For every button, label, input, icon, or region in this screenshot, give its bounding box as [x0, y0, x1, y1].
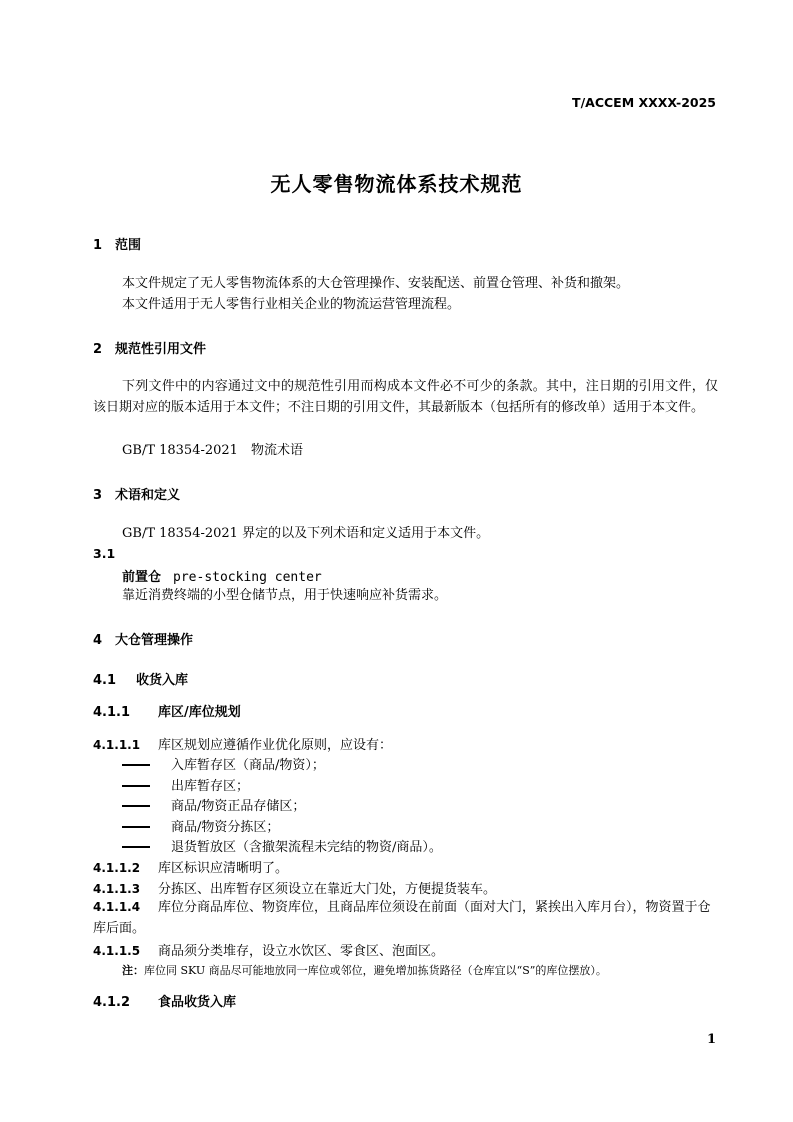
section-1-paragraph-2: 本文件适用于无人零售行业相关企业的物流运营管理流程。	[122, 297, 461, 312]
subsection-title: 库区/库位规划	[158, 705, 241, 720]
subsection-title: 收货入库	[136, 673, 189, 688]
section-3-heading	[93, 484, 180, 503]
section-1-paragraph-1: 本文件规定了无人零售物流体系的大仓管理操作、安装配送、前置仓管理、补货和撤架。	[122, 276, 630, 291]
note-text: 库位同 SKU 商品尽可能地放同一库位或邻位，避免增加拣货路径（仓库宜以“S”的库位摆放）。	[144, 964, 607, 977]
subsection-4-1-1-heading	[93, 701, 241, 720]
document-title: 无人零售物流体系技术规范	[270, 172, 523, 196]
term-number: 3.1	[93, 546, 116, 561]
normative-reference: GB/T 18354-2021 物流术语	[122, 443, 303, 458]
dash-marker	[122, 785, 150, 787]
subsection-number: 4.1	[93, 673, 117, 688]
clause-number: 4.1.1.3	[93, 882, 141, 896]
dash-marker	[122, 805, 150, 807]
section-title: 术语和定义	[115, 488, 181, 503]
term-definition: 靠近消费终端的小型仓储节点，用于快速响应补货需求。	[122, 588, 448, 603]
section-4-heading	[93, 629, 193, 648]
subsection-4-1-heading	[93, 669, 188, 688]
page-number: 1	[706, 1032, 716, 1047]
section-1-heading	[93, 234, 141, 253]
clause-number: 4.1.1.5	[93, 944, 141, 958]
section-title: 范围	[115, 238, 142, 253]
section-2-heading	[93, 338, 206, 357]
clause-4-1-1-4	[93, 897, 718, 939]
list-item: 出库暂存区；	[122, 775, 249, 794]
subsection-number: 4.1.1	[93, 705, 131, 720]
clause-text: 库区标识应清晰明了。	[158, 861, 289, 876]
list-item: 入库暂存区（商品/物资）；	[122, 754, 325, 773]
term-entry	[122, 566, 322, 585]
clause-text: 库位分商品库位、物资库位，且商品库位须设在前面（面对大门，紧挨出入库月台），物资置于仓库后面。	[93, 900, 711, 936]
clause-number: 4.1.1.1	[93, 738, 141, 752]
clause-4-1-1-3	[93, 878, 496, 897]
section-title: 规范性引用文件	[115, 342, 207, 357]
clause-text: 分拣区、出库暂存区须设立在靠近大门处，方便提货装车。	[158, 882, 497, 897]
section-number: 3	[93, 488, 103, 503]
list-item: 商品/物资分拣区；	[122, 816, 279, 835]
list-item: 商品/物资正品存储区；	[122, 795, 305, 814]
clause-4-1-1-2	[93, 857, 288, 876]
subsection-title: 食品收货入库	[158, 995, 237, 1010]
clause-number: 4.1.1.4	[93, 900, 141, 914]
section-number: 4	[93, 633, 103, 648]
section-title: 大仓管理操作	[115, 633, 194, 648]
clause-number: 4.1.1.2	[93, 861, 141, 875]
clause-4-1-1-5	[93, 940, 444, 959]
term-chinese: 前置仓	[122, 570, 162, 585]
dash-marker	[122, 764, 150, 766]
note-label: 注：	[122, 964, 144, 977]
clause-text: 库区规划应遵循作业优化原则，应设有：	[158, 738, 393, 753]
subsection-number: 4.1.2	[93, 995, 131, 1010]
dash-marker	[122, 846, 150, 848]
term-english: pre-stocking center	[173, 570, 322, 585]
section-number: 2	[93, 342, 103, 357]
section-3-paragraph: GB/T 18354-2021 界定的以及下列术语和定义适用于本文件。	[122, 526, 490, 541]
section-number: 1	[93, 238, 103, 253]
note	[122, 962, 607, 978]
subsection-4-1-2-heading	[93, 991, 236, 1010]
clause-4-1-1-1	[93, 734, 392, 753]
section-2-paragraph: 下列文件中的内容通过文中的规范性引用而构成本文件必不可少的条款。其中，注日期的引用文件，仅该日期对应的版本适用于本文件；不注日期的引用文件，其最新版本（包括所有的修改单）适用于本文件。	[93, 379, 718, 415]
list-item: 退货暂放区（含撤架流程未完结的物资/商品）。	[122, 836, 442, 855]
dash-marker	[122, 826, 150, 828]
document-code: T/ACCEM XXXX-2025	[572, 95, 716, 110]
clause-text: 商品须分类堆存，设立水饮区、零食区、泡面区。	[158, 944, 445, 959]
